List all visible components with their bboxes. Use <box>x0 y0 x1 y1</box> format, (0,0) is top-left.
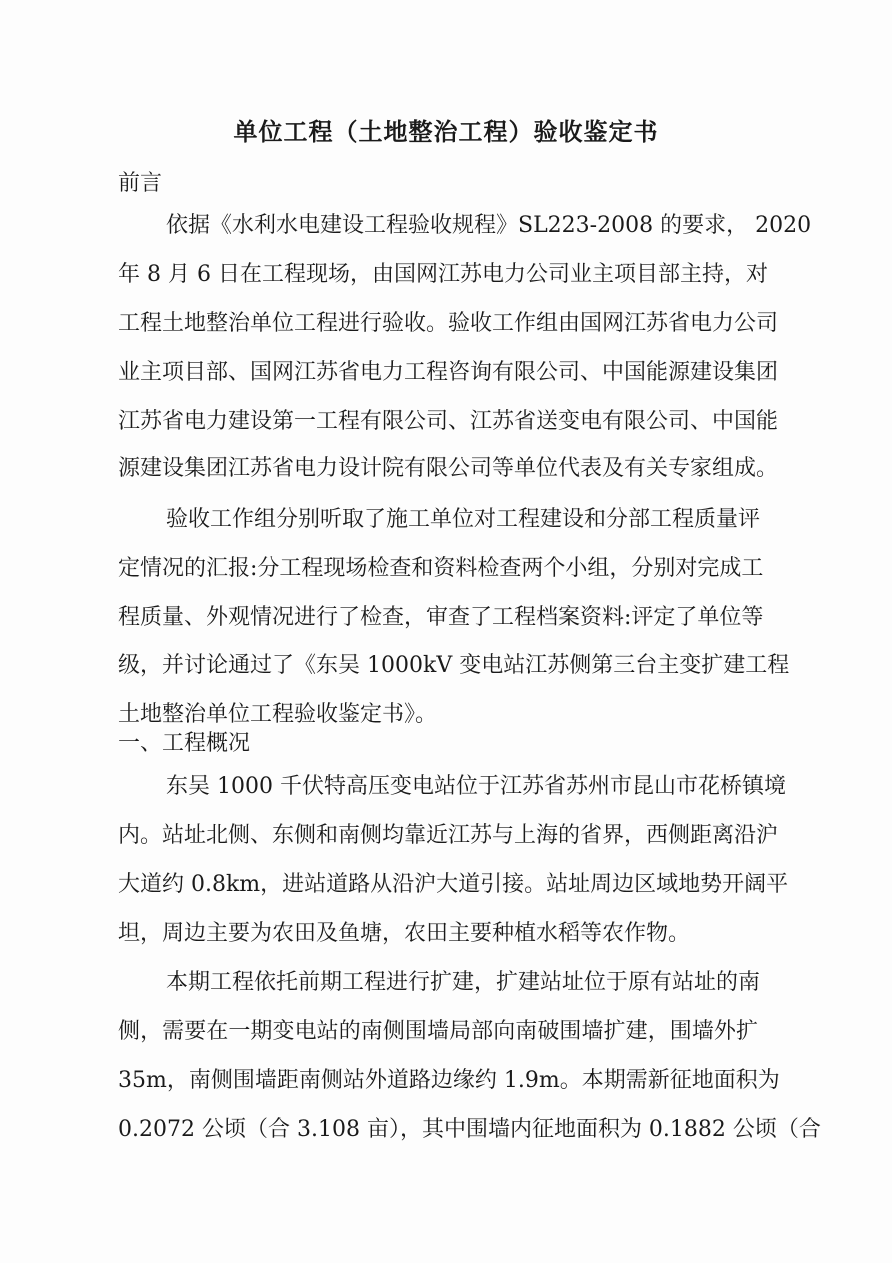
paragraph-1-line-4: 业主项目部、国网江苏省电力工程咨询有限公司、中国能源建设集团 <box>118 360 779 385</box>
paragraph-3-line-2: 内。站址北侧、东侧和南侧均靠近江苏与上海的省界，西侧距离沿沪 <box>118 823 779 848</box>
paragraph-2-line-3: 程质量、外观情况进行了检查，审查了工程档案资料:评定了单位等 <box>118 605 764 630</box>
section-1-heading: 一、工程概况 <box>118 731 251 756</box>
paragraph-4-line-4: 0.2072 公顷（合 3.108 亩），其中围墙内征地面积为 0.1882 公顷（合 <box>118 1117 821 1142</box>
paragraph-4-line-1: 本期工程依托前期工程进行扩建，扩建站址位于原有站址的南 <box>166 970 761 995</box>
paragraph-1-line-1: 依据《水利水电建设工程验收规程》SL223-2008 的要求， 2020 <box>166 213 812 238</box>
paragraph-3-line-1: 东吴 1000 千伏特高压变电站位于江苏省苏州市昆山市花桥镇境 <box>166 774 786 799</box>
preface-heading: 前言 <box>118 171 163 196</box>
document-title: 单位工程（土地整治工程）验收鉴定书 <box>233 118 659 146</box>
paragraph-3-line-4: 坦，周边主要为农田及鱼塘，农田主要种植水稻等农作物。 <box>118 921 691 946</box>
paragraph-3-line-3: 大道约 0.8km，进站道路从沿沪大道引接。站址周边区域地势开阔平 <box>118 872 789 897</box>
paragraph-2-line-5: 土地整治单位工程验收鉴定书》。 <box>118 702 438 727</box>
paragraph-1-line-3: 工程土地整治单位工程进行验收。验收工作组由国网江苏省电力公司 <box>118 311 779 336</box>
paragraph-2-line-1: 验收工作组分别听取了施工单位对工程建设和分部工程质量评 <box>166 507 761 532</box>
paragraph-1-line-6: 源建设集团江苏省电力设计院有限公司等单位代表及有关专家组成。 <box>118 456 779 481</box>
paragraph-4-line-2: 侧，需要在一期变电站的南侧围墙局部向南破围墙扩建，围墙外扩 <box>118 1019 758 1044</box>
paragraph-1-line-2: 年 8 月 6 日在工程现场，由国网江苏电力公司业主项目部主持，对 <box>118 262 768 287</box>
paragraph-2-line-4: 级，并讨论通过了《东吴 1000kV 变电站江苏侧第三台主变扩建工程 <box>118 653 790 678</box>
paragraph-1-line-5: 江苏省电力建设第一工程有限公司、江苏省送变电有限公司、中国能 <box>118 409 779 434</box>
paragraph-4-line-3: 35m，南侧围墙距南侧站外道路边缘约 1.9m。本期需新征地面积为 <box>118 1068 780 1093</box>
paragraph-2-line-2: 定情况的汇报:分工程现场检查和资料检查两个小组，分别对完成工 <box>118 556 764 581</box>
